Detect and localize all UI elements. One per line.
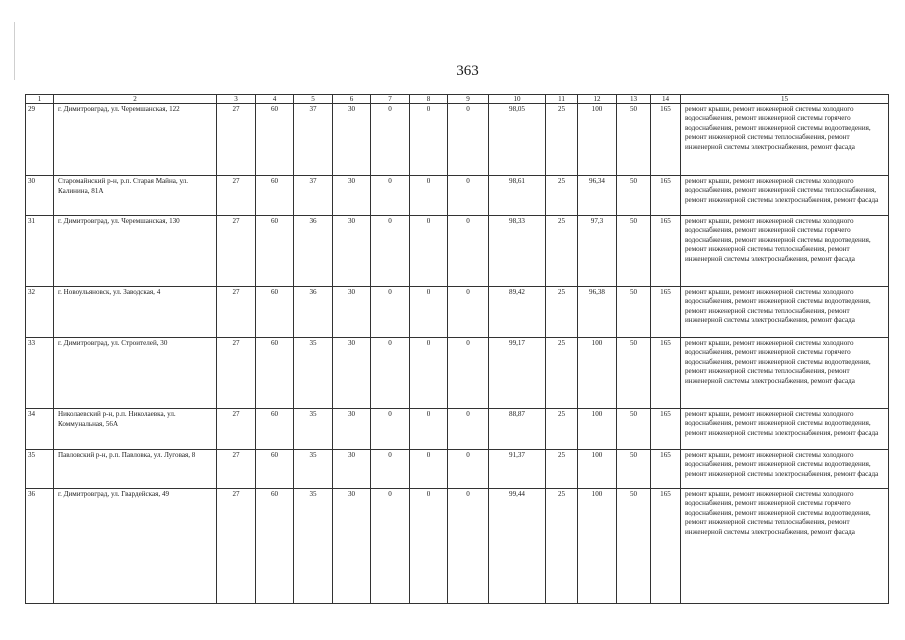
value-cell: 0 <box>410 104 448 176</box>
value-cell: 60 <box>256 287 294 338</box>
works-list-cell: ремонт крыши, ремонт инженерной системы холодного водоснабжения, ремонт инженерной системы горячего водоснабжения, ремонт инженерной системы водоотведения, ремонт инженерной системы теплоснабжения, ремонт инженерной системы электроснабжения, ремонт фасада <box>681 104 889 176</box>
address-cell: г. Димитровград, ул. Строителей, 30 <box>54 338 217 409</box>
value-cell: 165 <box>651 216 681 287</box>
row-number: 35 <box>26 450 54 489</box>
column-number: 9 <box>448 95 489 104</box>
value-cell: 0 <box>371 216 410 287</box>
address-cell: г. Новоульяновск, ул. Заводская, 4 <box>54 287 217 338</box>
value-cell: 60 <box>256 489 294 604</box>
column-number: 10 <box>489 95 546 104</box>
value-cell: 36 <box>294 287 333 338</box>
value-cell: 27 <box>217 450 256 489</box>
value-cell: 0 <box>448 216 489 287</box>
value-cell: 30 <box>333 450 371 489</box>
value-cell: 30 <box>333 489 371 604</box>
column-number: 12 <box>578 95 617 104</box>
column-number: 3 <box>217 95 256 104</box>
column-number: 2 <box>54 95 217 104</box>
value-cell: 35 <box>294 409 333 450</box>
value-cell: 27 <box>217 176 256 216</box>
value-cell: 27 <box>217 104 256 176</box>
value-cell: 0 <box>448 450 489 489</box>
value-cell: 27 <box>217 489 256 604</box>
table-row <box>26 176 889 216</box>
table-row <box>26 338 889 409</box>
value-cell: 98,33 <box>489 216 546 287</box>
row-number: 32 <box>26 287 54 338</box>
works-list-cell: ремонт крыши, ремонт инженерной системы холодного водоснабжения, ремонт инженерной системы водоотведения, ремонт инженерной системы электроснабжения, ремонт фасада <box>681 450 889 489</box>
value-cell: 30 <box>333 176 371 216</box>
value-cell: 0 <box>371 287 410 338</box>
address-cell: г. Димитровград, ул. Черемшанская, 122 <box>54 104 217 176</box>
value-cell: 50 <box>617 216 651 287</box>
value-cell: 25 <box>546 216 578 287</box>
value-cell: 0 <box>448 409 489 450</box>
row-number: 31 <box>26 216 54 287</box>
value-cell: 30 <box>333 287 371 338</box>
works-list-cell: ремонт крыши, ремонт инженерной системы холодного водоснабжения, ремонт инженерной системы горячего водоснабжения, ремонт инженерной системы водоотведения, ремонт инженерной системы теплоснабжения, ремонт инженерной системы электроснабжения, ремонт фасада <box>681 216 889 287</box>
value-cell: 50 <box>617 489 651 604</box>
works-list-cell: ремонт крыши, ремонт инженерной системы холодного водоснабжения, ремонт инженерной системы водоотведения, ремонт инженерной системы электроснабжения, ремонт фасада <box>681 409 889 450</box>
value-cell: 25 <box>546 338 578 409</box>
value-cell: 35 <box>294 450 333 489</box>
value-cell: 96,34 <box>578 176 617 216</box>
value-cell: 60 <box>256 216 294 287</box>
value-cell: 0 <box>410 409 448 450</box>
row-number: 29 <box>26 104 54 176</box>
address-cell: Николаевский р-н, р.п. Николаевка, ул. Коммунальная, 56А <box>54 409 217 450</box>
column-number: 14 <box>651 95 681 104</box>
value-cell: 27 <box>217 216 256 287</box>
value-cell: 97,3 <box>578 216 617 287</box>
column-number: 11 <box>546 95 578 104</box>
value-cell: 0 <box>371 409 410 450</box>
value-cell: 0 <box>371 489 410 604</box>
value-cell: 37 <box>294 104 333 176</box>
value-cell: 0 <box>448 338 489 409</box>
column-number: 13 <box>617 95 651 104</box>
value-cell: 165 <box>651 409 681 450</box>
value-cell: 60 <box>256 104 294 176</box>
value-cell: 0 <box>410 176 448 216</box>
works-table <box>25 94 889 604</box>
table-body <box>26 95 889 604</box>
value-cell: 165 <box>651 450 681 489</box>
value-cell: 50 <box>617 409 651 450</box>
value-cell: 30 <box>333 338 371 409</box>
value-cell: 88,87 <box>489 409 546 450</box>
value-cell: 0 <box>448 176 489 216</box>
value-cell: 30 <box>333 104 371 176</box>
value-cell: 50 <box>617 287 651 338</box>
value-cell: 60 <box>256 409 294 450</box>
value-cell: 60 <box>256 450 294 489</box>
value-cell: 27 <box>217 338 256 409</box>
column-number: 8 <box>410 95 448 104</box>
works-list-cell: ремонт крыши, ремонт инженерной системы холодного водоснабжения, ремонт инженерной системы горячего водоснабжения, ремонт инженерной системы водоотведения, ремонт инженерной системы теплоснабжения, ремонт инженерной системы электроснабжения, ремонт фасада <box>681 338 889 409</box>
value-cell: 30 <box>333 409 371 450</box>
value-cell: 0 <box>448 489 489 604</box>
value-cell: 100 <box>578 450 617 489</box>
column-number: 15 <box>681 95 889 104</box>
address-cell: г. Димитровград, ул. Гвардейская, 49 <box>54 489 217 604</box>
value-cell: 0 <box>371 104 410 176</box>
value-cell: 25 <box>546 450 578 489</box>
value-cell: 165 <box>651 104 681 176</box>
row-number: 30 <box>26 176 54 216</box>
table-row <box>26 104 889 176</box>
value-cell: 35 <box>294 489 333 604</box>
value-cell: 0 <box>371 338 410 409</box>
value-cell: 60 <box>256 176 294 216</box>
column-number: 4 <box>256 95 294 104</box>
value-cell: 50 <box>617 104 651 176</box>
table-row <box>26 409 889 450</box>
value-cell: 0 <box>410 489 448 604</box>
column-number-row <box>26 95 889 104</box>
value-cell: 25 <box>546 176 578 216</box>
row-number: 36 <box>26 489 54 604</box>
value-cell: 100 <box>578 489 617 604</box>
value-cell: 165 <box>651 338 681 409</box>
value-cell: 99,44 <box>489 489 546 604</box>
value-cell: 165 <box>651 287 681 338</box>
column-number: 6 <box>333 95 371 104</box>
value-cell: 0 <box>410 450 448 489</box>
address-cell: Павловский р-н, р.п. Павловка, ул. Луговая, 8 <box>54 450 217 489</box>
value-cell: 98,05 <box>489 104 546 176</box>
table-row <box>26 287 889 338</box>
table-row <box>26 216 889 287</box>
column-number: 7 <box>371 95 410 104</box>
value-cell: 37 <box>294 176 333 216</box>
value-cell: 165 <box>651 489 681 604</box>
value-cell: 0 <box>410 216 448 287</box>
table-row <box>26 450 889 489</box>
value-cell: 165 <box>651 176 681 216</box>
value-cell: 27 <box>217 287 256 338</box>
value-cell: 25 <box>546 287 578 338</box>
works-list-cell: ремонт крыши, ремонт инженерной системы холодного водоснабжения, ремонт инженерной системы горячего водоснабжения, ремонт инженерной системы водоотведения, ремонт инженерной системы теплоснабжения, ремонт инженерной системы электроснабжения, ремонт фасада <box>681 489 889 604</box>
value-cell: 100 <box>578 338 617 409</box>
works-list-cell: ремонт крыши, ремонт инженерной системы холодного водоснабжения, ремонт инженерной системы водоотведения, ремонт инженерной системы теплоснабжения, ремонт инженерной системы электроснабжения, ремонт фасада <box>681 287 889 338</box>
value-cell: 0 <box>371 450 410 489</box>
value-cell: 25 <box>546 104 578 176</box>
value-cell: 99,17 <box>489 338 546 409</box>
value-cell: 0 <box>371 176 410 216</box>
value-cell: 35 <box>294 338 333 409</box>
works-list-cell: ремонт крыши, ремонт инженерной системы холодного водоснабжения, ремонт инженерной системы теплоснабжения, ремонт инженерной системы электроснабжения, ремонт фасада <box>681 176 889 216</box>
value-cell: 91,37 <box>489 450 546 489</box>
row-number: 33 <box>26 338 54 409</box>
value-cell: 27 <box>217 409 256 450</box>
value-cell: 89,42 <box>489 287 546 338</box>
value-cell: 50 <box>617 176 651 216</box>
value-cell: 0 <box>448 104 489 176</box>
value-cell: 30 <box>333 216 371 287</box>
column-number: 1 <box>26 95 54 104</box>
column-number: 5 <box>294 95 333 104</box>
row-number: 34 <box>26 409 54 450</box>
value-cell: 60 <box>256 338 294 409</box>
value-cell: 25 <box>546 409 578 450</box>
value-cell: 96,38 <box>578 287 617 338</box>
value-cell: 50 <box>617 450 651 489</box>
value-cell: 0 <box>410 287 448 338</box>
address-cell: Старомайнский р-н, р.п. Старая Майна, ул. Калинина, 81А <box>54 176 217 216</box>
table-row <box>26 489 889 604</box>
value-cell: 36 <box>294 216 333 287</box>
address-cell: г. Димитровград, ул. Черемшанская, 130 <box>54 216 217 287</box>
value-cell: 0 <box>410 338 448 409</box>
value-cell: 98,61 <box>489 176 546 216</box>
value-cell: 0 <box>448 287 489 338</box>
value-cell: 50 <box>617 338 651 409</box>
value-cell: 25 <box>546 489 578 604</box>
value-cell: 100 <box>578 409 617 450</box>
value-cell: 100 <box>578 104 617 176</box>
page-number: 363 <box>456 63 479 79</box>
